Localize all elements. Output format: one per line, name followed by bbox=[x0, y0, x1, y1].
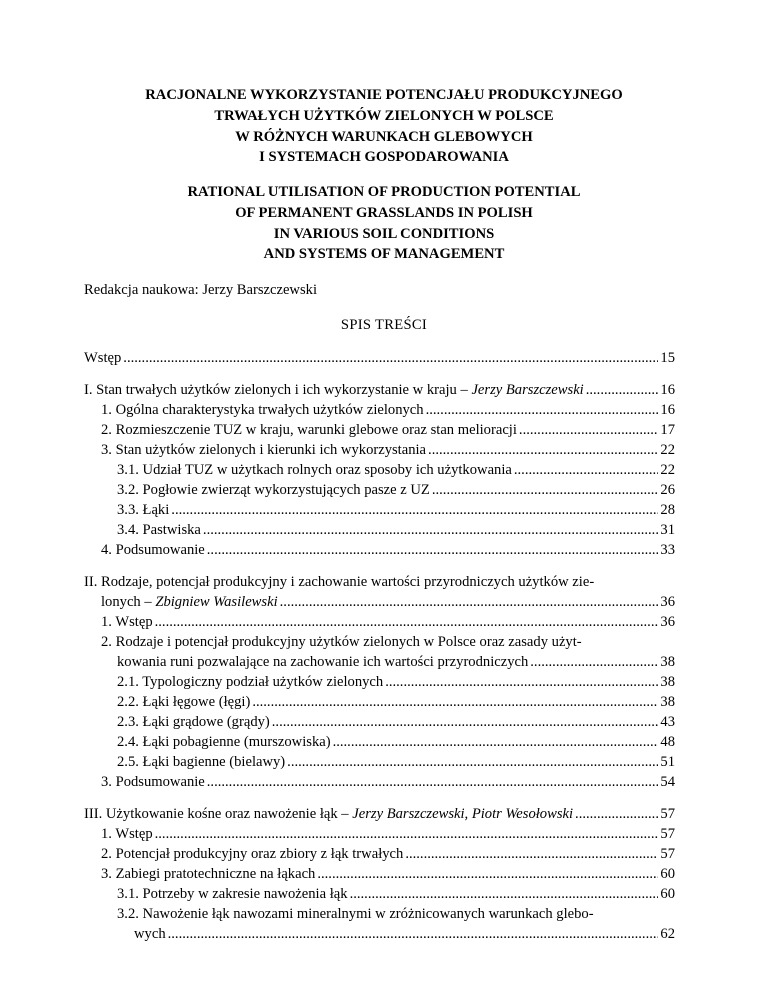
toc-page-number: 36 bbox=[660, 594, 675, 610]
toc-leader-dots bbox=[530, 652, 658, 672]
toc-leader-dots bbox=[207, 540, 659, 560]
toc-entry[interactable] bbox=[84, 752, 675, 772]
toc-leader-dots bbox=[155, 824, 659, 844]
toc-entry[interactable] bbox=[84, 772, 675, 792]
toc-page-number: 38 bbox=[660, 674, 675, 690]
title-polish-line: W RÓŻNYCH WARUNKACH GLEBOWYCH bbox=[235, 128, 533, 145]
toc-page-number: 26 bbox=[660, 482, 675, 498]
title-polish-line: TRWAŁYCH UŻYTKÓW ZIELONYCH W POLSCE bbox=[214, 107, 554, 124]
toc-entry-title: 3.2. Nawożenie łąk nawozami mineralnymi w zróżnicowanych warunkach glebo- bbox=[117, 906, 594, 922]
toc-page-number: 16 bbox=[660, 402, 675, 418]
toc-entry[interactable] bbox=[84, 380, 675, 400]
toc-page-number: 15 bbox=[660, 350, 675, 366]
title-english-line: IN VARIOUS SOIL CONDITIONS bbox=[273, 225, 495, 242]
toc-entry[interactable] bbox=[84, 540, 675, 560]
toc-entry-title: III. Użytkowanie kośne oraz nawożenie łąk – bbox=[84, 806, 353, 822]
toc-entry-title: 2. Rozmieszczenie TUZ w kraju, warunki glebowe oraz stan melioracji bbox=[101, 422, 517, 438]
toc-entry-author: Zbigniew Wasilewski bbox=[155, 594, 278, 610]
toc-page-number: 57 bbox=[660, 826, 675, 842]
toc-entry[interactable] bbox=[84, 520, 675, 540]
toc-entry-title: 3.1. Udział TUZ w użytkach rolnych oraz sposoby ich użytkowania bbox=[117, 462, 512, 478]
toc-page-number: 22 bbox=[660, 462, 675, 478]
toc-entry-title: Wstęp bbox=[84, 350, 122, 366]
toc-page-number: 48 bbox=[660, 734, 675, 750]
toc-page-number: 38 bbox=[660, 654, 675, 670]
toc-entry-title: 3. Zabiegi pratotechniczne na łąkach bbox=[101, 866, 316, 882]
toc-leader-dots bbox=[514, 460, 659, 480]
toc-entry-title: wych bbox=[134, 926, 166, 942]
toc-leader-dots bbox=[426, 400, 659, 420]
toc-entry[interactable] bbox=[84, 572, 675, 592]
toc-entry[interactable] bbox=[84, 732, 675, 752]
toc-entry-title: 3.2. Pogłowie zwierząt wykorzystujących pasze z UZ bbox=[117, 482, 430, 498]
toc-entry-title: kowania runi pozwalające na zachowanie ich wartości przyrodniczych bbox=[117, 654, 529, 670]
toc-leader-dots bbox=[207, 772, 659, 792]
toc-page-number: 57 bbox=[660, 806, 675, 822]
toc-entry[interactable] bbox=[84, 400, 675, 420]
toc-entry-title: 2. Potencjał produkcyjny oraz zbiory z łąk trwałych bbox=[101, 846, 404, 862]
toc-page-number: 60 bbox=[660, 886, 675, 902]
toc-entry-title: 3.4. Pastwiska bbox=[117, 522, 201, 538]
toc-entry[interactable] bbox=[84, 864, 675, 884]
toc-leader-dots bbox=[575, 804, 658, 824]
toc-entry-author: Jerzy Barszczewski bbox=[471, 382, 584, 398]
toc-leader-dots bbox=[287, 752, 658, 772]
toc-entry[interactable] bbox=[84, 844, 675, 864]
toc-entry[interactable] bbox=[84, 632, 675, 652]
toc-entry-title: lonych – bbox=[101, 594, 156, 610]
toc-leader-dots bbox=[385, 672, 658, 692]
toc-entry[interactable] bbox=[84, 348, 675, 368]
toc-page-number: 38 bbox=[660, 694, 675, 710]
toc-leader-dots bbox=[350, 884, 659, 904]
title-english bbox=[84, 182, 684, 265]
toc-entry[interactable] bbox=[84, 672, 675, 692]
toc-page-number: 22 bbox=[660, 442, 675, 458]
toc-entry-title: I. Stan trwałych użytków zielonych i ich wykorzystanie w kraju – bbox=[84, 382, 472, 398]
toc-entry[interactable] bbox=[84, 612, 675, 632]
toc-page-number: 31 bbox=[660, 522, 675, 538]
toc-entry-title: 2. Rodzaje i potencjał produkcyjny użytków zielonych w Polsce oraz zasady użyt- bbox=[101, 634, 582, 650]
toc-entry[interactable] bbox=[84, 440, 675, 460]
title-english-line: AND SYSTEMS OF MANAGEMENT bbox=[263, 246, 505, 263]
toc-leader-dots bbox=[519, 420, 658, 440]
toc-entry-title: 3.3. Łąki bbox=[117, 502, 170, 518]
toc-entry-title: 2.3. Łąki grądowe (grądy) bbox=[117, 714, 270, 730]
toc-entry-title: 1. Wstęp bbox=[101, 614, 153, 630]
toc-leader-dots bbox=[333, 732, 659, 752]
toc-entry[interactable] bbox=[84, 460, 675, 480]
toc-leader-dots bbox=[252, 692, 658, 712]
toc-page-number: 54 bbox=[660, 774, 675, 790]
toc-entry[interactable] bbox=[84, 500, 675, 520]
toc-page-number: 16 bbox=[660, 382, 675, 398]
toc-leader-dots bbox=[280, 592, 659, 612]
toc-entry-title: 4. Podsumowanie bbox=[101, 542, 205, 558]
title-polish bbox=[84, 85, 684, 168]
toc-page-number: 43 bbox=[660, 714, 675, 730]
toc-leader-dots bbox=[405, 844, 658, 864]
toc-entry-title: 3. Podsumowanie bbox=[101, 774, 205, 790]
toc-entry[interactable] bbox=[84, 884, 675, 904]
toc-entry[interactable] bbox=[84, 824, 675, 844]
toc-leader-dots bbox=[171, 500, 658, 520]
scientific-editor: Redakcja naukowa: Jerzy Barszczewski bbox=[84, 282, 317, 298]
toc-page-number: 57 bbox=[660, 846, 675, 862]
toc-entry-title: 2.4. Łąki pobagienne (murszowiska) bbox=[117, 734, 331, 750]
toc-page-number: 62 bbox=[660, 926, 675, 942]
toc-entry[interactable] bbox=[84, 904, 675, 924]
toc-entry[interactable] bbox=[84, 592, 675, 612]
toc-entry-author: Jerzy Barszczewski, Piotr Wesołowski bbox=[352, 806, 574, 822]
toc-page-number: 33 bbox=[660, 542, 675, 558]
toc-leader-dots bbox=[428, 440, 658, 460]
toc-entry[interactable] bbox=[84, 420, 675, 440]
title-english-line: OF PERMANENT GRASSLANDS IN POLISH bbox=[235, 204, 533, 221]
toc-entry-title: 1. Ogólna charakterystyka trwałych użytków zielonych bbox=[101, 402, 424, 418]
toc-page-number: 51 bbox=[660, 754, 675, 770]
toc-entry[interactable] bbox=[84, 712, 675, 732]
toc-page-number: 60 bbox=[660, 866, 675, 882]
toc-entry-title: 3. Stan użytków zielonych i kierunki ich wykorzystania bbox=[101, 442, 427, 458]
toc-leader-dots bbox=[203, 520, 658, 540]
toc-leader-dots bbox=[586, 380, 659, 400]
toc-leader-dots bbox=[272, 712, 659, 732]
toc-entry-title: 2.2. Łąki łęgowe (łęgi) bbox=[117, 694, 251, 710]
toc-entry-title: II. Rodzaje, potencjał produkcyjny i zachowanie wartości przyrodniczych użytków zie- bbox=[84, 574, 595, 590]
toc-entry[interactable] bbox=[84, 480, 675, 500]
toc-entry[interactable] bbox=[84, 924, 675, 944]
toc-entry-title: 2.1. Typologiczny podział użytków zielonych bbox=[117, 674, 384, 690]
title-polish-line: I SYSTEMACH GOSPODAROWANIA bbox=[259, 149, 509, 166]
toc-entry[interactable] bbox=[84, 804, 675, 824]
toc-leader-dots bbox=[317, 864, 658, 884]
title-polish-line: RACJONALNE WYKORZYSTANIE POTENCJAŁU PRODUKCYJNEGO bbox=[145, 87, 623, 103]
toc-leader-dots bbox=[168, 924, 659, 944]
toc-leader-dots bbox=[432, 480, 659, 500]
toc-page-number: 17 bbox=[660, 422, 675, 438]
toc-page-number: 28 bbox=[660, 502, 675, 518]
toc-entry-title: 2.5. Łąki bagienne (bielawy) bbox=[117, 754, 286, 770]
title-english-line: RATIONAL UTILISATION OF PRODUCTION POTENTIAL bbox=[187, 184, 581, 200]
toc-leader-dots bbox=[123, 348, 658, 368]
toc-heading: SPIS TREŚCI bbox=[340, 317, 428, 333]
toc-entry[interactable] bbox=[84, 692, 675, 712]
toc-entry[interactable] bbox=[84, 652, 675, 672]
toc-entry-title: 3.1. Potrzeby w zakresie nawożenia łąk bbox=[117, 886, 348, 902]
toc-entry-title: 1. Wstęp bbox=[101, 826, 153, 842]
toc-leader-dots bbox=[155, 612, 659, 632]
toc-page-number: 36 bbox=[660, 614, 675, 630]
